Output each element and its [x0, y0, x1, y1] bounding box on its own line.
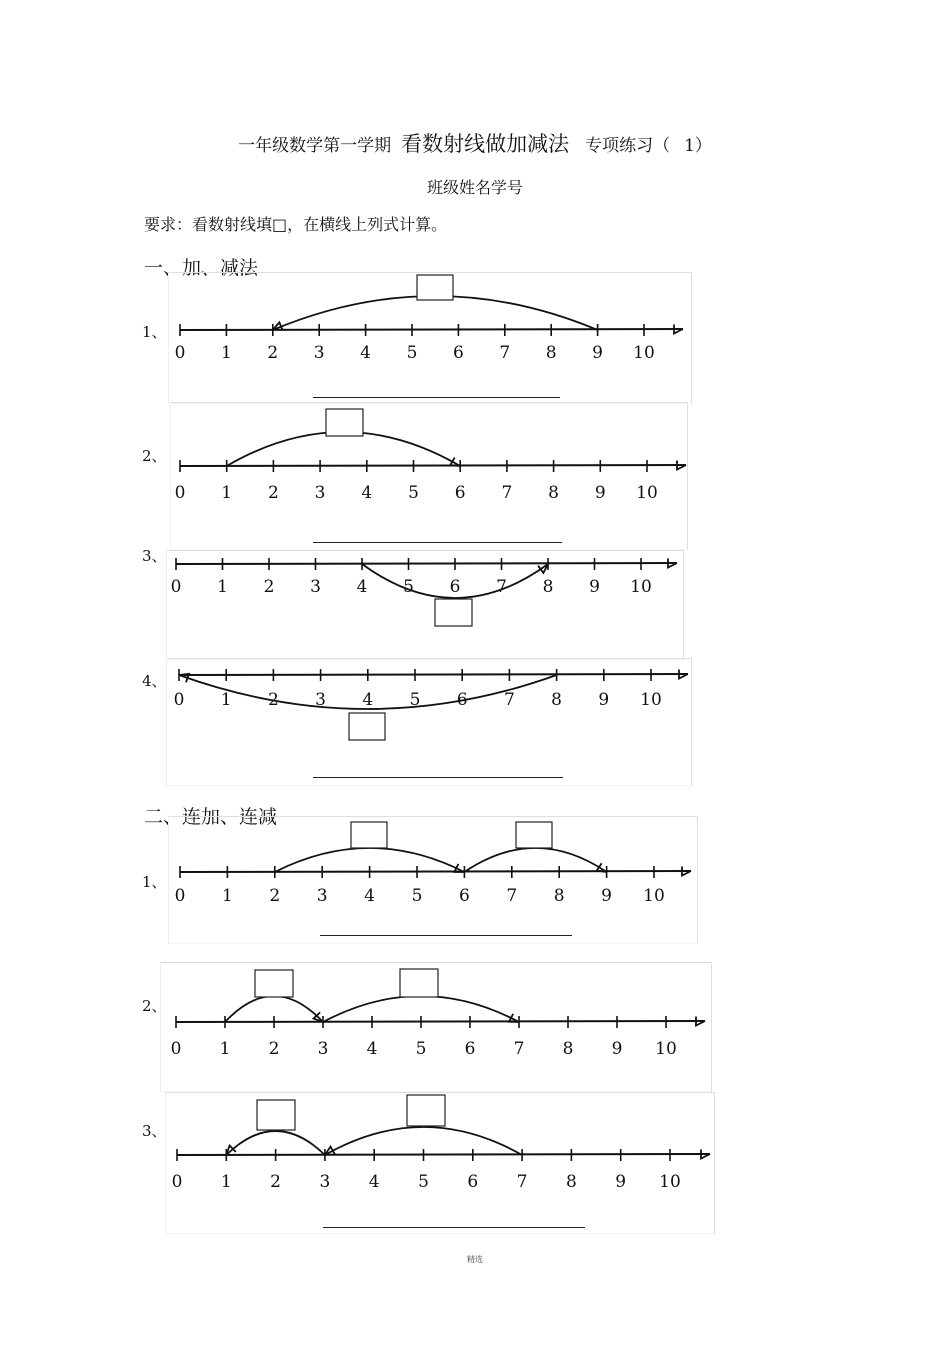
tick-label: 3: [315, 690, 327, 710]
tick-label: 0: [170, 577, 182, 597]
number-line-axis: [179, 674, 688, 675]
tick-label: 8: [542, 577, 554, 597]
tick-label: 9: [615, 1172, 627, 1192]
tick-label: 2: [263, 577, 275, 597]
title-prefix: 一年级数学第一学期: [238, 136, 392, 156]
jump-arc: [273, 296, 598, 330]
tick-label: 9: [601, 886, 613, 906]
question-number: 2、: [142, 447, 167, 465]
tick-label: 10: [630, 577, 652, 597]
answer-box[interactable]: [351, 822, 387, 848]
tick-label: 2: [267, 483, 279, 503]
tick-label: 3: [319, 1172, 331, 1192]
tick-label: 5: [415, 1039, 427, 1059]
tick-label: 9: [592, 343, 604, 363]
tick-label: 3: [314, 483, 326, 503]
question-number: 1、: [142, 323, 167, 341]
answer-line[interactable]: [313, 542, 562, 543]
tick-label: 7: [506, 886, 518, 906]
tick-label: 8: [548, 483, 560, 503]
question-number: 3、: [142, 1122, 167, 1140]
tick-label: 2: [267, 343, 279, 363]
tick-label: 6: [458, 886, 470, 906]
section-heading-2: 二、连加、连减: [144, 806, 278, 828]
number-line-axis: [180, 329, 683, 330]
tick-label: 0: [170, 1039, 182, 1059]
tick-label: 6: [456, 690, 468, 710]
tick-label: 8: [553, 886, 565, 906]
tick-label: 1: [221, 886, 233, 906]
tick-label: 2: [268, 1039, 280, 1059]
student-info-line: 班级姓名学号: [426, 178, 523, 197]
answer-box[interactable]: [435, 599, 472, 626]
tick-label: 4: [362, 690, 374, 710]
tick-label: 4: [368, 1172, 380, 1192]
requirement-text: 要求：看数射线填□，在横线上列式计算。: [144, 215, 448, 234]
question-number: 3、: [142, 547, 167, 565]
tick-label: 5: [406, 343, 418, 363]
tick-label: 6: [452, 343, 464, 363]
tick-label: 5: [408, 483, 419, 503]
tick-label: 10: [636, 483, 658, 503]
tick-label: 5: [409, 690, 421, 710]
tick-label: 6: [454, 483, 466, 503]
tick-label: 7: [496, 577, 507, 597]
tick-label: 4: [361, 483, 373, 503]
tick-label: 9: [598, 690, 610, 710]
tick-label: 2: [270, 1172, 282, 1192]
tick-label: 4: [364, 886, 376, 906]
answer-box[interactable]: [326, 409, 363, 436]
question-number: 4、: [142, 672, 167, 690]
tick-label: 4: [360, 343, 372, 363]
tick-label: 5: [403, 577, 414, 597]
number-line-axis: [176, 1021, 705, 1022]
tick-label: 1: [220, 690, 232, 710]
tick-label: 3: [316, 886, 328, 906]
tick-label: 8: [551, 690, 563, 710]
tick-label: 3: [313, 343, 325, 363]
title-number: 1）: [684, 136, 712, 156]
tick-label: 8: [562, 1039, 574, 1059]
tick-label: 9: [594, 483, 606, 503]
tick-label: 2: [267, 690, 279, 710]
tick-label: 10: [655, 1039, 677, 1059]
title-main: 看数射线做加减法: [401, 132, 570, 156]
section-heading-1: 一、加、减法: [144, 257, 259, 279]
tick-label: 5: [411, 886, 423, 906]
tick-label: 10: [643, 886, 665, 906]
question-number: 2、: [142, 997, 167, 1015]
answer-line[interactable]: [323, 1227, 585, 1228]
tick-label: 4: [366, 1039, 378, 1059]
tick-label: 4: [356, 577, 368, 597]
tick-label: 7: [513, 1039, 525, 1059]
tick-label: 10: [659, 1172, 681, 1192]
answer-line[interactable]: [313, 777, 563, 778]
tick-label: 0: [174, 483, 186, 503]
tick-label: 3: [317, 1039, 329, 1059]
answer-line[interactable]: [313, 397, 560, 398]
tick-label: 1: [220, 343, 232, 363]
tick-label: 0: [173, 690, 185, 710]
tick-label: 2: [269, 886, 281, 906]
answer-box[interactable]: [516, 822, 552, 848]
jump-arc: [464, 848, 606, 872]
answer-box[interactable]: [400, 969, 438, 997]
tick-label: 9: [611, 1039, 623, 1059]
tick-label: 8: [545, 343, 557, 363]
answer-box[interactable]: [349, 713, 385, 740]
jump-arc: [227, 432, 461, 466]
tick-label: 1: [217, 577, 228, 597]
tick-label: 7: [503, 690, 515, 710]
tick-label: 1: [220, 1172, 232, 1192]
tick-label: 1: [221, 483, 233, 503]
tick-label: 10: [640, 690, 662, 710]
tick-label: 0: [174, 886, 186, 906]
tick-label: 5: [418, 1172, 429, 1192]
tick-label: 1: [219, 1039, 231, 1059]
number-line-axis: [180, 465, 686, 466]
tick-label: 7: [501, 483, 513, 503]
tick-label: 9: [589, 577, 600, 597]
tick-label: 6: [449, 577, 461, 597]
tick-label: 0: [174, 343, 186, 363]
footer-note: 精选: [467, 1255, 483, 1264]
title-suffix: 专项练习（: [585, 136, 671, 156]
tick-label: 6: [467, 1172, 479, 1192]
tick-label: 6: [464, 1039, 476, 1059]
tick-label: 8: [565, 1172, 577, 1192]
answer-box[interactable]: [255, 970, 293, 997]
tick-label: 7: [499, 343, 511, 363]
answer-box[interactable]: [417, 275, 453, 300]
answer-box[interactable]: [407, 1095, 445, 1126]
answer-line[interactable]: [320, 935, 572, 936]
tick-label: 3: [310, 577, 321, 597]
tick-label: 10: [633, 343, 655, 363]
number-line-axis: [176, 563, 677, 564]
answer-box[interactable]: [257, 1100, 295, 1130]
number-line-axis: [177, 1154, 710, 1155]
tick-label: 7: [516, 1172, 528, 1192]
tick-label: 0: [171, 1172, 183, 1192]
number-line-axis: [180, 871, 691, 872]
question-number: 1、: [142, 873, 167, 891]
